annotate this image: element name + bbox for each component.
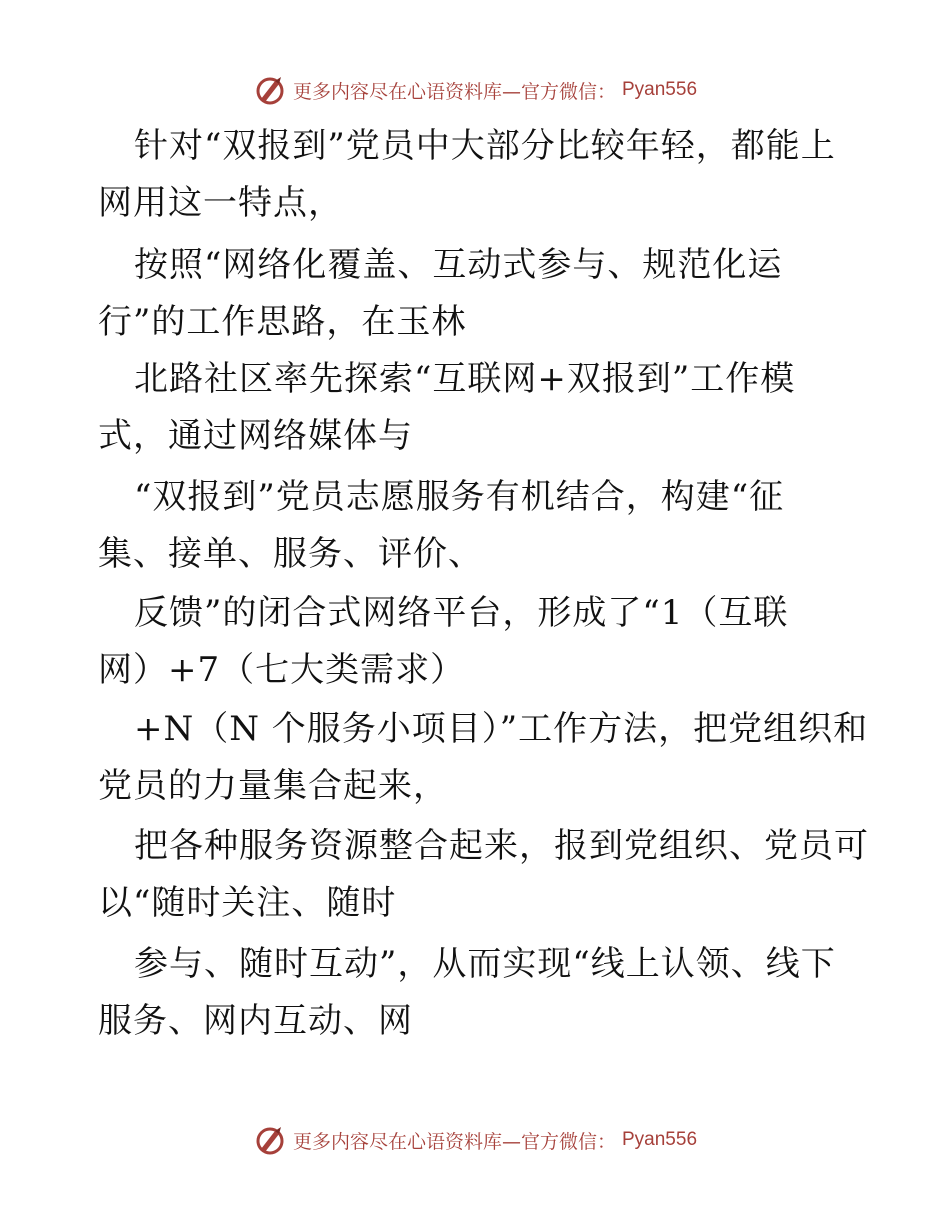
paragraph-line: 北路社区率先探索“互联网+双报到”工作模 (134, 359, 796, 399)
paragraph-line: 反馈”的闭合式网络平台，形成了“1（互联 (134, 593, 789, 633)
paragraph-line: 以“随时关注、随时 (98, 883, 397, 923)
header-wechat-id: Pyan556 (622, 79, 698, 100)
paragraph-line: +N（N 个服务小项目）”工作方法，把党组织和 (134, 709, 869, 749)
footer-banner (0, 1120, 950, 1160)
paragraph-line: 针对“双报到”党员中大部分比较年轻，都能上 (134, 126, 836, 166)
paragraph-line: 网）+7（七大类需求） (98, 650, 466, 690)
paragraph-line: 行”的工作思路，在玉林 (98, 302, 467, 342)
header-banner (0, 70, 950, 110)
footer-wechat-id: Pyan556 (622, 1129, 698, 1150)
paragraph-line: 服务、网内互动、网 (98, 1001, 413, 1041)
pen-logo-icon (253, 73, 287, 107)
paragraph-line: 把各种服务资源整合起来，报到党组织、党员可 (134, 826, 869, 866)
footer-text: 更多内容尽在心语资料库—官方微信： (292, 1130, 616, 1153)
paragraph-line: 参与、随时互动”，从而实现“线上认领、线下 (134, 944, 836, 984)
paragraph-line: 式，通过网络媒体与 (98, 416, 413, 456)
header-text: 更多内容尽在心语资料库—官方微信： (292, 80, 616, 103)
pen-logo-icon (253, 1123, 287, 1157)
paragraph-line: 党员的力量集合起来， (98, 766, 448, 806)
paragraph-line: 集、接单、服务、评价、 (98, 534, 483, 574)
paragraph-line: 网用这一特点， (98, 183, 343, 223)
paragraph-line: 按照“网络化覆盖、互动式参与、规范化运 (134, 245, 783, 285)
paragraph-line: “双报到”党员志愿服务有机结合，构建“征 (134, 477, 785, 517)
